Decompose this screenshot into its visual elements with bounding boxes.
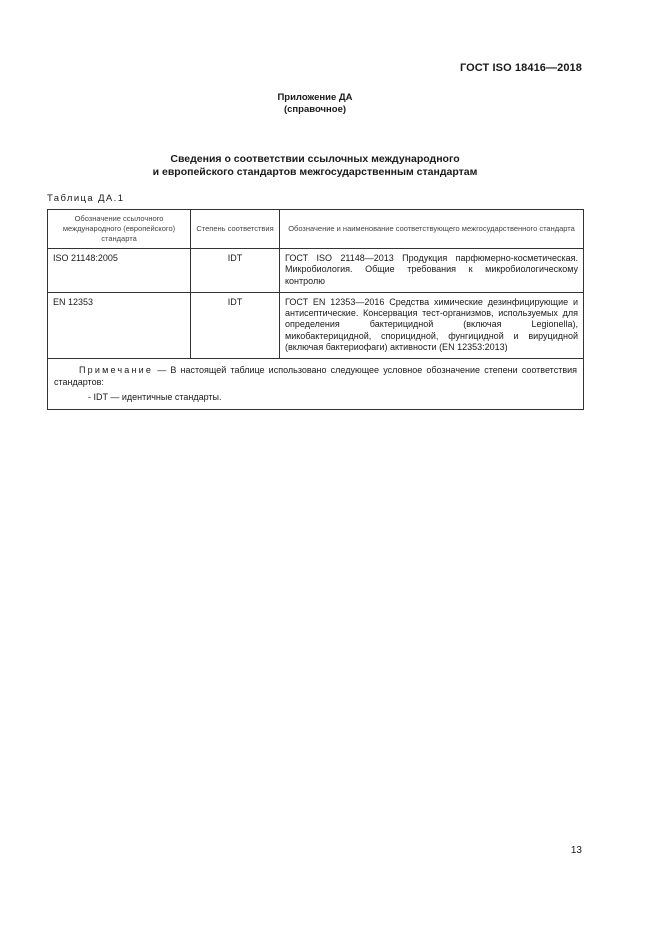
degree-cell: IDT (191, 292, 280, 358)
page-number: 13 (570, 845, 582, 856)
section-title-line2: и европейского стандартов межгосударственным стандартам (152, 166, 478, 178)
note-text (54, 365, 577, 388)
ref-standard-cell: EN 12353 (48, 292, 191, 358)
table-header-row (48, 210, 584, 249)
section-title-line1: Сведения о соответствии ссылочных международного (170, 153, 460, 165)
note-label: Примечание (79, 365, 154, 376)
note-body: — В настоящей таблице использовано следующее условное обозначение степени соответствия стандартов: (54, 365, 577, 387)
annex-subtitle: (справочное) (283, 104, 347, 115)
standards-table (47, 209, 584, 410)
ref-standard-cell: ISO 21148:2005 (48, 249, 191, 293)
table-label: Таблица ДА.1 (47, 193, 125, 204)
note-bullet: - IDT — идентичные стандарты. (88, 391, 222, 402)
table-row (48, 292, 584, 358)
annex-title: Приложение ДА (277, 92, 353, 103)
table-row (48, 249, 584, 293)
table-note-row (48, 359, 584, 410)
table-note (48, 359, 584, 410)
annex-heading (0, 92, 630, 116)
interstate-standard-cell: ГОСТ EN 12353—2016 Средства химические дезинфицирующие и антисептические. Консервация тест-организмов, используемых для определения бактерицидной (включая Legionella), микобактерицидной, спорицидной, фунгицидной и вируцидной (включая бактериофаги) активности (EN 12353:2013) (280, 292, 584, 358)
header-degree: Степень соответствия (191, 210, 280, 249)
interstate-standard-cell: ГОСТ ISO 21148—2013 Продукция парфюмерно-косметическая. Микробиология. Общие требования к микробиологическому контролю (280, 249, 584, 293)
document-code: ГОСТ ISO 18416—2018 (459, 62, 582, 74)
section-title (0, 153, 630, 179)
degree-cell: IDT (191, 249, 280, 293)
header-interstate-standard: Обозначение и наименование соответствующего межгосударственного стандарта (280, 210, 584, 249)
header-ref-standard: Обозначение ссылочного международного (европейского) стандарта (48, 210, 191, 249)
